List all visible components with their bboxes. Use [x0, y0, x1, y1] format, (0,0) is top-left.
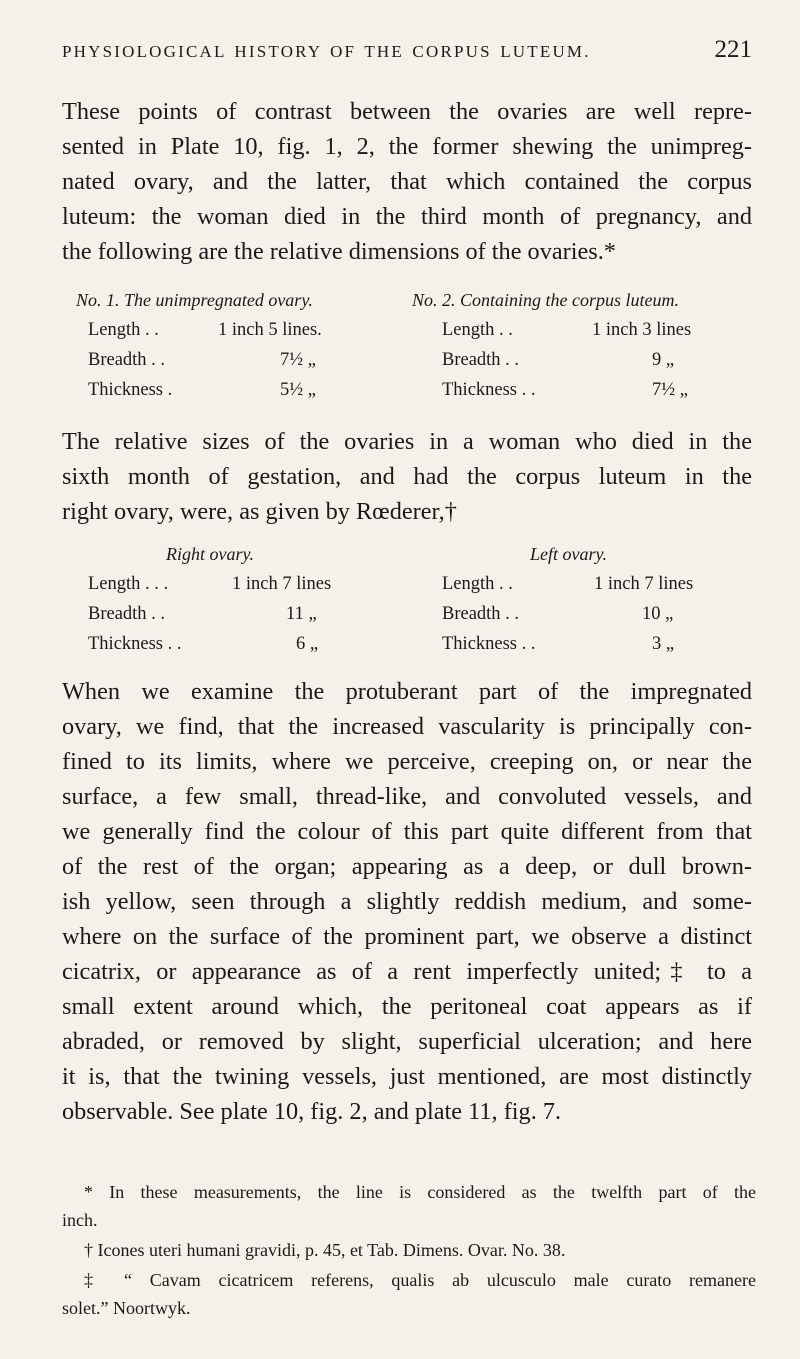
text-line: The relative sizes of the ovaries in a woman who died in the	[62, 428, 752, 455]
table-caption-right: Left ovary.	[530, 544, 607, 564]
table-caption-left: Right ovary.	[166, 544, 254, 564]
row-value: 5½ „	[280, 380, 316, 400]
row-label: Thickness . .	[442, 380, 536, 400]
text-line: luteum: the woman died in the third month of pregnancy, and	[62, 203, 752, 230]
text-line: nated ovary, and the latter, that which contained the corpus	[62, 168, 752, 195]
text-line: cicatrix, or appearance as of a rent imperfectly united;‡ to a	[62, 958, 752, 985]
row-value: 1 inch 5 lines.	[218, 320, 322, 340]
page-header	[62, 36, 752, 70]
paragraph-1	[62, 94, 752, 269]
text-line: where on the surface of the prominent part, we observe a distinct	[62, 923, 752, 950]
text-line: fined to its limits, where we perceive, creeping on, or near the	[62, 748, 752, 775]
row-value: 10 „	[642, 604, 674, 624]
text-line: abraded, or removed by slight, superficial ulceration; and here	[62, 1028, 752, 1055]
page-number: 221	[714, 36, 752, 63]
row-label: Breadth . .	[88, 350, 166, 370]
text-line: surface, a few small, thread-like, and convoluted vessels, and	[62, 783, 752, 810]
text-line: right ovary, were, as given by Rœderer,†	[62, 498, 457, 525]
text-line: we generally find the colour of this part quite different from that	[62, 818, 752, 845]
row-value: 7½ „	[280, 350, 316, 370]
footnote-3-line-1: ‡ “ Cavam cicatricem referens, qualis ab ulcusculo male curato remanere	[84, 1270, 756, 1290]
row-value: 1 inch 7 lines	[594, 574, 694, 594]
row-label: Thickness . .	[442, 634, 536, 654]
text-line: ovary, we find, that the increased vascularity is principally con-	[62, 713, 752, 740]
text-line: small extent around which, the peritoneal coat appears as if	[62, 993, 752, 1020]
text-line: observable. See plate 10, fig. 2, and plate 11, fig. 7.	[62, 1098, 562, 1125]
footnote-3-line-2: solet.” Noortwyk.	[62, 1298, 191, 1318]
row-label: Length . .	[442, 320, 513, 340]
footnote-1-line-2: inch.	[62, 1210, 98, 1230]
text-line: When we examine the protuberant part of the impregnated	[62, 678, 752, 705]
text-line: sixth month of gestation, and had the corpus luteum in the	[62, 463, 752, 490]
text-line: ish yellow, seen through a slightly reddish medium, and some-	[62, 888, 752, 915]
footnote-2: † Icones uteri humani gravidi, p. 45, et Tab. Dimens. Ovar. No. 38.	[84, 1240, 566, 1260]
row-label: Length . .	[88, 320, 159, 340]
text-line: the following are the relative dimensions of the ovaries.*	[62, 238, 616, 265]
row-label: Breadth . .	[88, 604, 166, 624]
text-line: sented in Plate 10, fig. 1, 2, the former shewing the unimpreg-	[62, 133, 752, 160]
paragraph-3	[62, 674, 752, 1129]
running-head: PHYSIOLOGICAL HISTORY OF THE CORPUS LUTEUM.	[62, 42, 591, 61]
row-label: Thickness .	[88, 380, 173, 400]
row-label: Length . .	[442, 574, 513, 594]
table-caption-left: No. 1. The unimpregnated ovary.	[76, 290, 313, 310]
row-value: 9 „	[652, 350, 675, 370]
footnote-1-line-1: * In these measurements, the line is considered as the twelfth part of the	[84, 1182, 756, 1202]
text-line: These points of contrast between the ovaries are well repre-	[62, 98, 752, 125]
paragraph-2	[62, 424, 752, 529]
row-label: Length . . .	[88, 574, 169, 594]
text-line: of the rest of the organ; appearing as a deep, or dull brown-	[62, 853, 752, 880]
text-line: it is, that the twining vessels, just mentioned, are most distinctly	[62, 1063, 752, 1090]
row-label: Breadth . .	[442, 350, 520, 370]
row-value: 1 inch 7 lines	[232, 574, 332, 594]
row-value: 7½ „	[652, 380, 688, 400]
row-value: 11 „	[286, 604, 317, 624]
row-value: 1 inch 3 lines	[592, 320, 692, 340]
table-caption-right: No. 2. Containing the corpus luteum.	[412, 290, 679, 310]
row-value: 6 „	[296, 634, 319, 654]
row-label: Breadth . .	[442, 604, 520, 624]
row-value: 3 „	[652, 634, 675, 654]
row-label: Thickness . .	[88, 634, 182, 654]
